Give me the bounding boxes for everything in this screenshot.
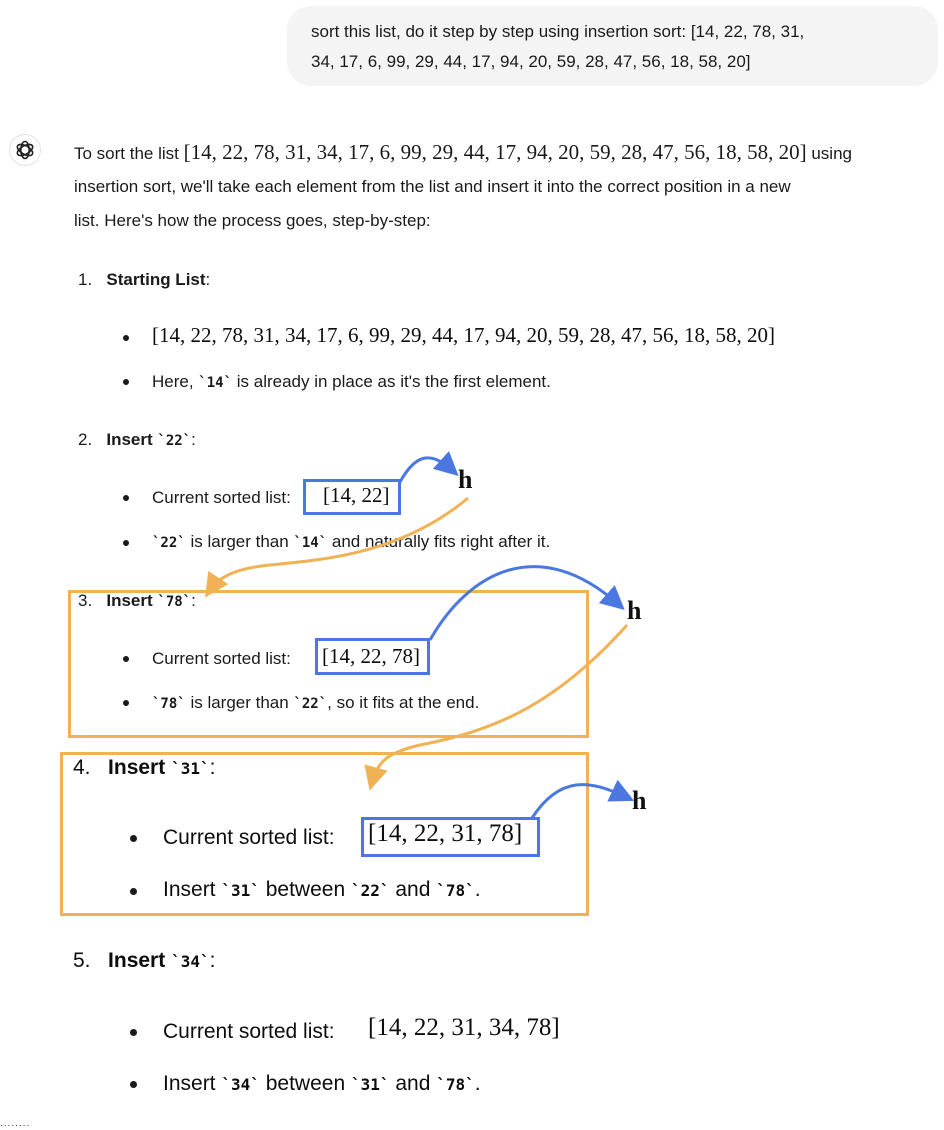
step-title: Insert xyxy=(108,949,172,972)
bullet xyxy=(123,335,129,341)
step-title: Insert xyxy=(106,430,158,449)
inline-code: `78` xyxy=(152,696,186,712)
intro-text: using xyxy=(806,144,852,163)
step-2-heading xyxy=(78,430,196,450)
user-message-line: sort this list, do it step by step using insertion sort: [14, 22, 78, 31, xyxy=(311,22,805,41)
bullet xyxy=(130,1081,137,1088)
inline-code: `78` xyxy=(157,594,192,610)
inline-code: `14` xyxy=(293,535,328,551)
bullet xyxy=(130,1029,137,1036)
step-2-sorted xyxy=(152,488,291,508)
truncation-dots: ........ xyxy=(0,1118,31,1129)
bullet xyxy=(123,540,129,546)
inline-code: `78` xyxy=(436,881,475,900)
text: and naturally fits right after it. xyxy=(327,532,551,551)
hidden-state-label: h xyxy=(627,596,642,625)
sorted-list-highlight-box xyxy=(315,638,430,675)
text: Insert xyxy=(163,1072,222,1095)
step-1-note xyxy=(152,372,551,392)
bullet xyxy=(123,379,129,385)
inline-code: `31` xyxy=(350,1075,390,1094)
sorted-list: [14, 22] xyxy=(323,483,390,507)
step-title: Insert xyxy=(106,591,158,610)
step-number: 4. xyxy=(73,756,91,779)
openai-logo-icon xyxy=(14,139,36,161)
user-message-bubble xyxy=(287,6,938,86)
text: is larger than xyxy=(185,693,294,712)
sorted-list: [14, 22, 78] xyxy=(322,644,420,668)
inline-code: `22` xyxy=(350,881,390,900)
intro-text: To sort the list xyxy=(74,144,184,163)
step-5-heading xyxy=(73,949,215,973)
step-colon: : xyxy=(209,756,216,779)
intro-line-2: insertion sort, we'll take each element from the list and insert it into the correct position in a new xyxy=(74,177,791,196)
step-5-note xyxy=(163,1072,481,1096)
inline-code: `78` xyxy=(436,1075,475,1094)
text: . xyxy=(474,878,481,901)
text: . xyxy=(474,1072,481,1095)
sorted-label: Current sorted list: xyxy=(152,649,291,668)
step-number: 2. xyxy=(78,430,93,449)
assistant-avatar xyxy=(9,134,41,166)
inline-code: `34` xyxy=(171,952,210,971)
sorted-list: [14, 22, 31, 78] xyxy=(368,820,523,847)
step-title: Insert xyxy=(108,756,172,779)
inline-code: `31` xyxy=(171,759,210,778)
sorted-label: Current sorted list: xyxy=(152,488,291,507)
step-1-heading xyxy=(78,270,210,290)
text: Insert xyxy=(163,878,222,901)
step-colon: : xyxy=(191,591,196,610)
step-number: 1. xyxy=(78,270,93,289)
step-number: 3. xyxy=(78,591,93,610)
step-5-sorted xyxy=(163,1020,335,1044)
user-message-line: 34, 17, 6, 99, 29, 44, 17, 94, 20, 59, 28, 47, 56, 18, 58, 20] xyxy=(311,52,751,71)
inline-code: `34` xyxy=(221,1075,260,1094)
text: and xyxy=(389,878,437,901)
step-number: 5. xyxy=(73,949,91,972)
inline-code: `31` xyxy=(221,881,260,900)
inline-code: `14` xyxy=(198,375,233,391)
step-colon: : xyxy=(209,949,216,972)
intro-line-1 xyxy=(74,140,852,165)
inline-code: `22` xyxy=(157,433,192,449)
text: is larger than xyxy=(185,532,294,551)
text: , so it fits at the end. xyxy=(327,693,480,712)
sorted-label: Current sorted list: xyxy=(163,1020,335,1043)
step-2-note xyxy=(152,532,550,552)
sorted-list-highlight-box xyxy=(303,479,401,515)
text: between xyxy=(259,878,351,901)
hidden-state-label: h xyxy=(458,465,473,494)
sorted-list-highlight-box xyxy=(361,817,540,857)
inline-code: `22` xyxy=(152,535,186,551)
hidden-state-label: h xyxy=(632,786,647,815)
sorted-label: Current sorted list: xyxy=(163,826,335,849)
starting-list: [14, 22, 78, 31, 34, 17, 6, 99, 29, 44, 17, 94, 20, 59, 28, 47, 56, 18, 58, 20] xyxy=(152,323,775,347)
text: and xyxy=(389,1072,437,1095)
blue-arrow xyxy=(400,458,452,482)
step-colon: : xyxy=(205,270,211,289)
step-title: Starting List xyxy=(106,270,206,289)
step-colon: : xyxy=(191,430,196,449)
intro-line-3: list. Here's how the process goes, step-by-step: xyxy=(74,211,431,230)
text: Here, xyxy=(152,372,199,391)
text: is already in place as it's the first element. xyxy=(232,372,551,391)
text: between xyxy=(259,1072,351,1095)
math-list: [14, 22, 78, 31, 34, 17, 6, 99, 29, 44, 17, 94, 20, 59, 28, 47, 56, 18, 58, 20] xyxy=(183,140,807,164)
bullet xyxy=(123,495,129,501)
inline-code: `22` xyxy=(293,696,328,712)
sorted-list: [14, 22, 31, 34, 78] xyxy=(368,1014,560,1041)
